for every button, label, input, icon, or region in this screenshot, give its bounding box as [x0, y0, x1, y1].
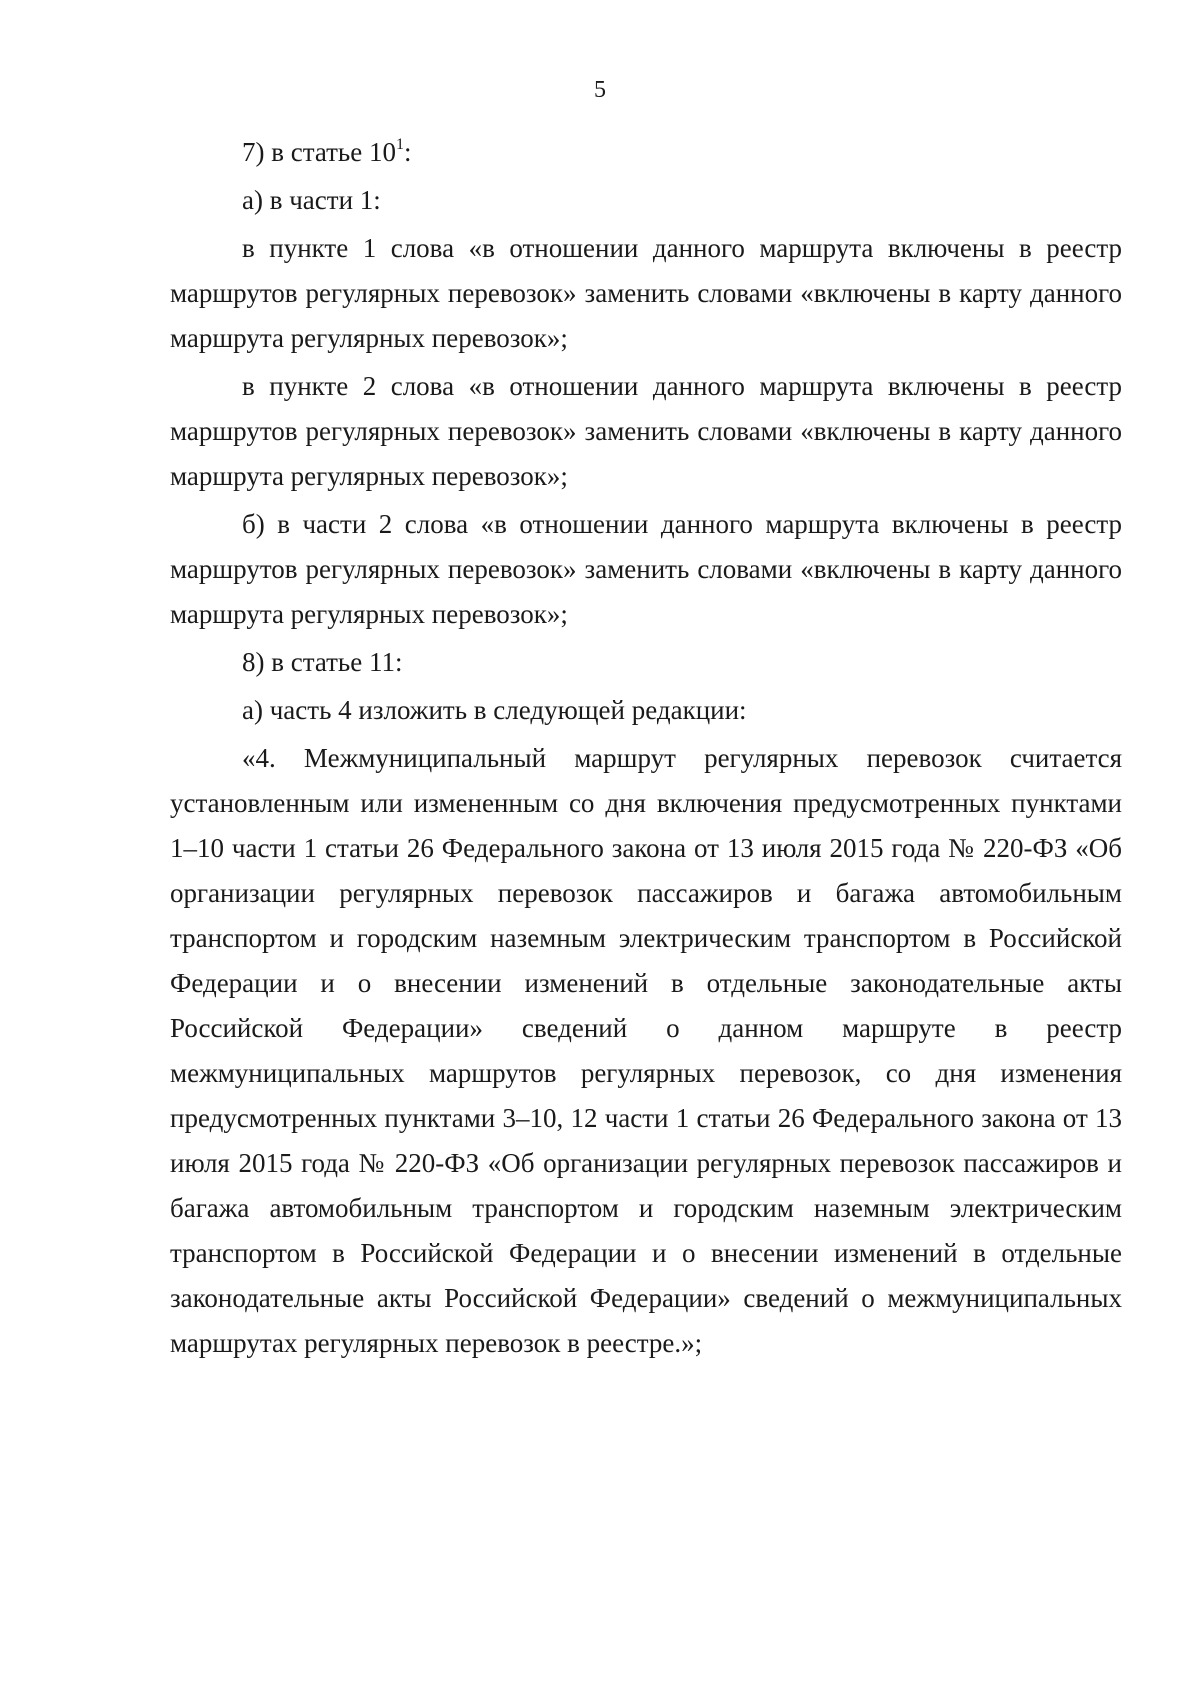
paragraph-article-11: 8) в статье 11: [242, 647, 403, 677]
paragraph-point-2: в пункте 2 слова «в отношении данного маршрута включены в реестр маршрутов регулярных перевозок» заменить словами «включены в карту данного маршрута регулярных перевозок»; [170, 371, 1122, 491]
paragraph-part-4-intro: а) часть 4 изложить в следующей редакции: [242, 695, 747, 725]
paragraph-text: 7) в статье 10 [242, 137, 396, 167]
paragraph-article-10-1 [170, 130, 1122, 178]
superscript: 1 [395, 136, 404, 153]
paragraph-point-1: в пункте 1 слова «в отношении данного маршрута включены в реестр маршрутов регулярных перевозок» заменить словами «включены в карту данного маршрута регулярных перевозок»; [170, 233, 1122, 353]
paragraph-part-1: а) в части 1: [242, 185, 381, 215]
paragraph-text-suffix: : [403, 137, 412, 167]
page-number: 5 [594, 77, 606, 103]
document-body [170, 130, 1122, 1369]
paragraph-part-4-text: «4. Межмуниципальный маршрут регулярных перевозок считается установленным или измененным со дня включения предусмотренных пунктами 1–10 части 1 статьи 26 Федерального закона от 13 июля 2015 года № 220-ФЗ «Об организации регулярных перевозок пассажиров и багажа автомобильным транспортом и городским наземным электрическим транспортом в Российской Федерации и о внесении изменений в отдельные законодательные акты Российской Федерации» сведений о данном маршруте в реестр межмуниципальных маршрутов регулярных перевозок, со дня изменения предусмотренных пунктами 3–10, 12 части 1 статьи 26 Федерального закона от 13 июля 2015 года № 220-ФЗ «Об организации регулярных перевозок пассажиров и багажа автомобильным транспортом и городским наземным электрическим транспортом в Российской Федерации и о внесении изменений в отдельные законодательные акты Российской Федерации» сведений о межмуниципальных маршрутах регулярных перевозок в реестре.»; [170, 743, 1122, 1358]
paragraph-part-2: б) в части 2 слова «в отношении данного маршрута включены в реестр маршрутов регулярных перевозок» заменить словами «включены в карту данного маршрута регулярных перевозок»; [170, 509, 1122, 629]
